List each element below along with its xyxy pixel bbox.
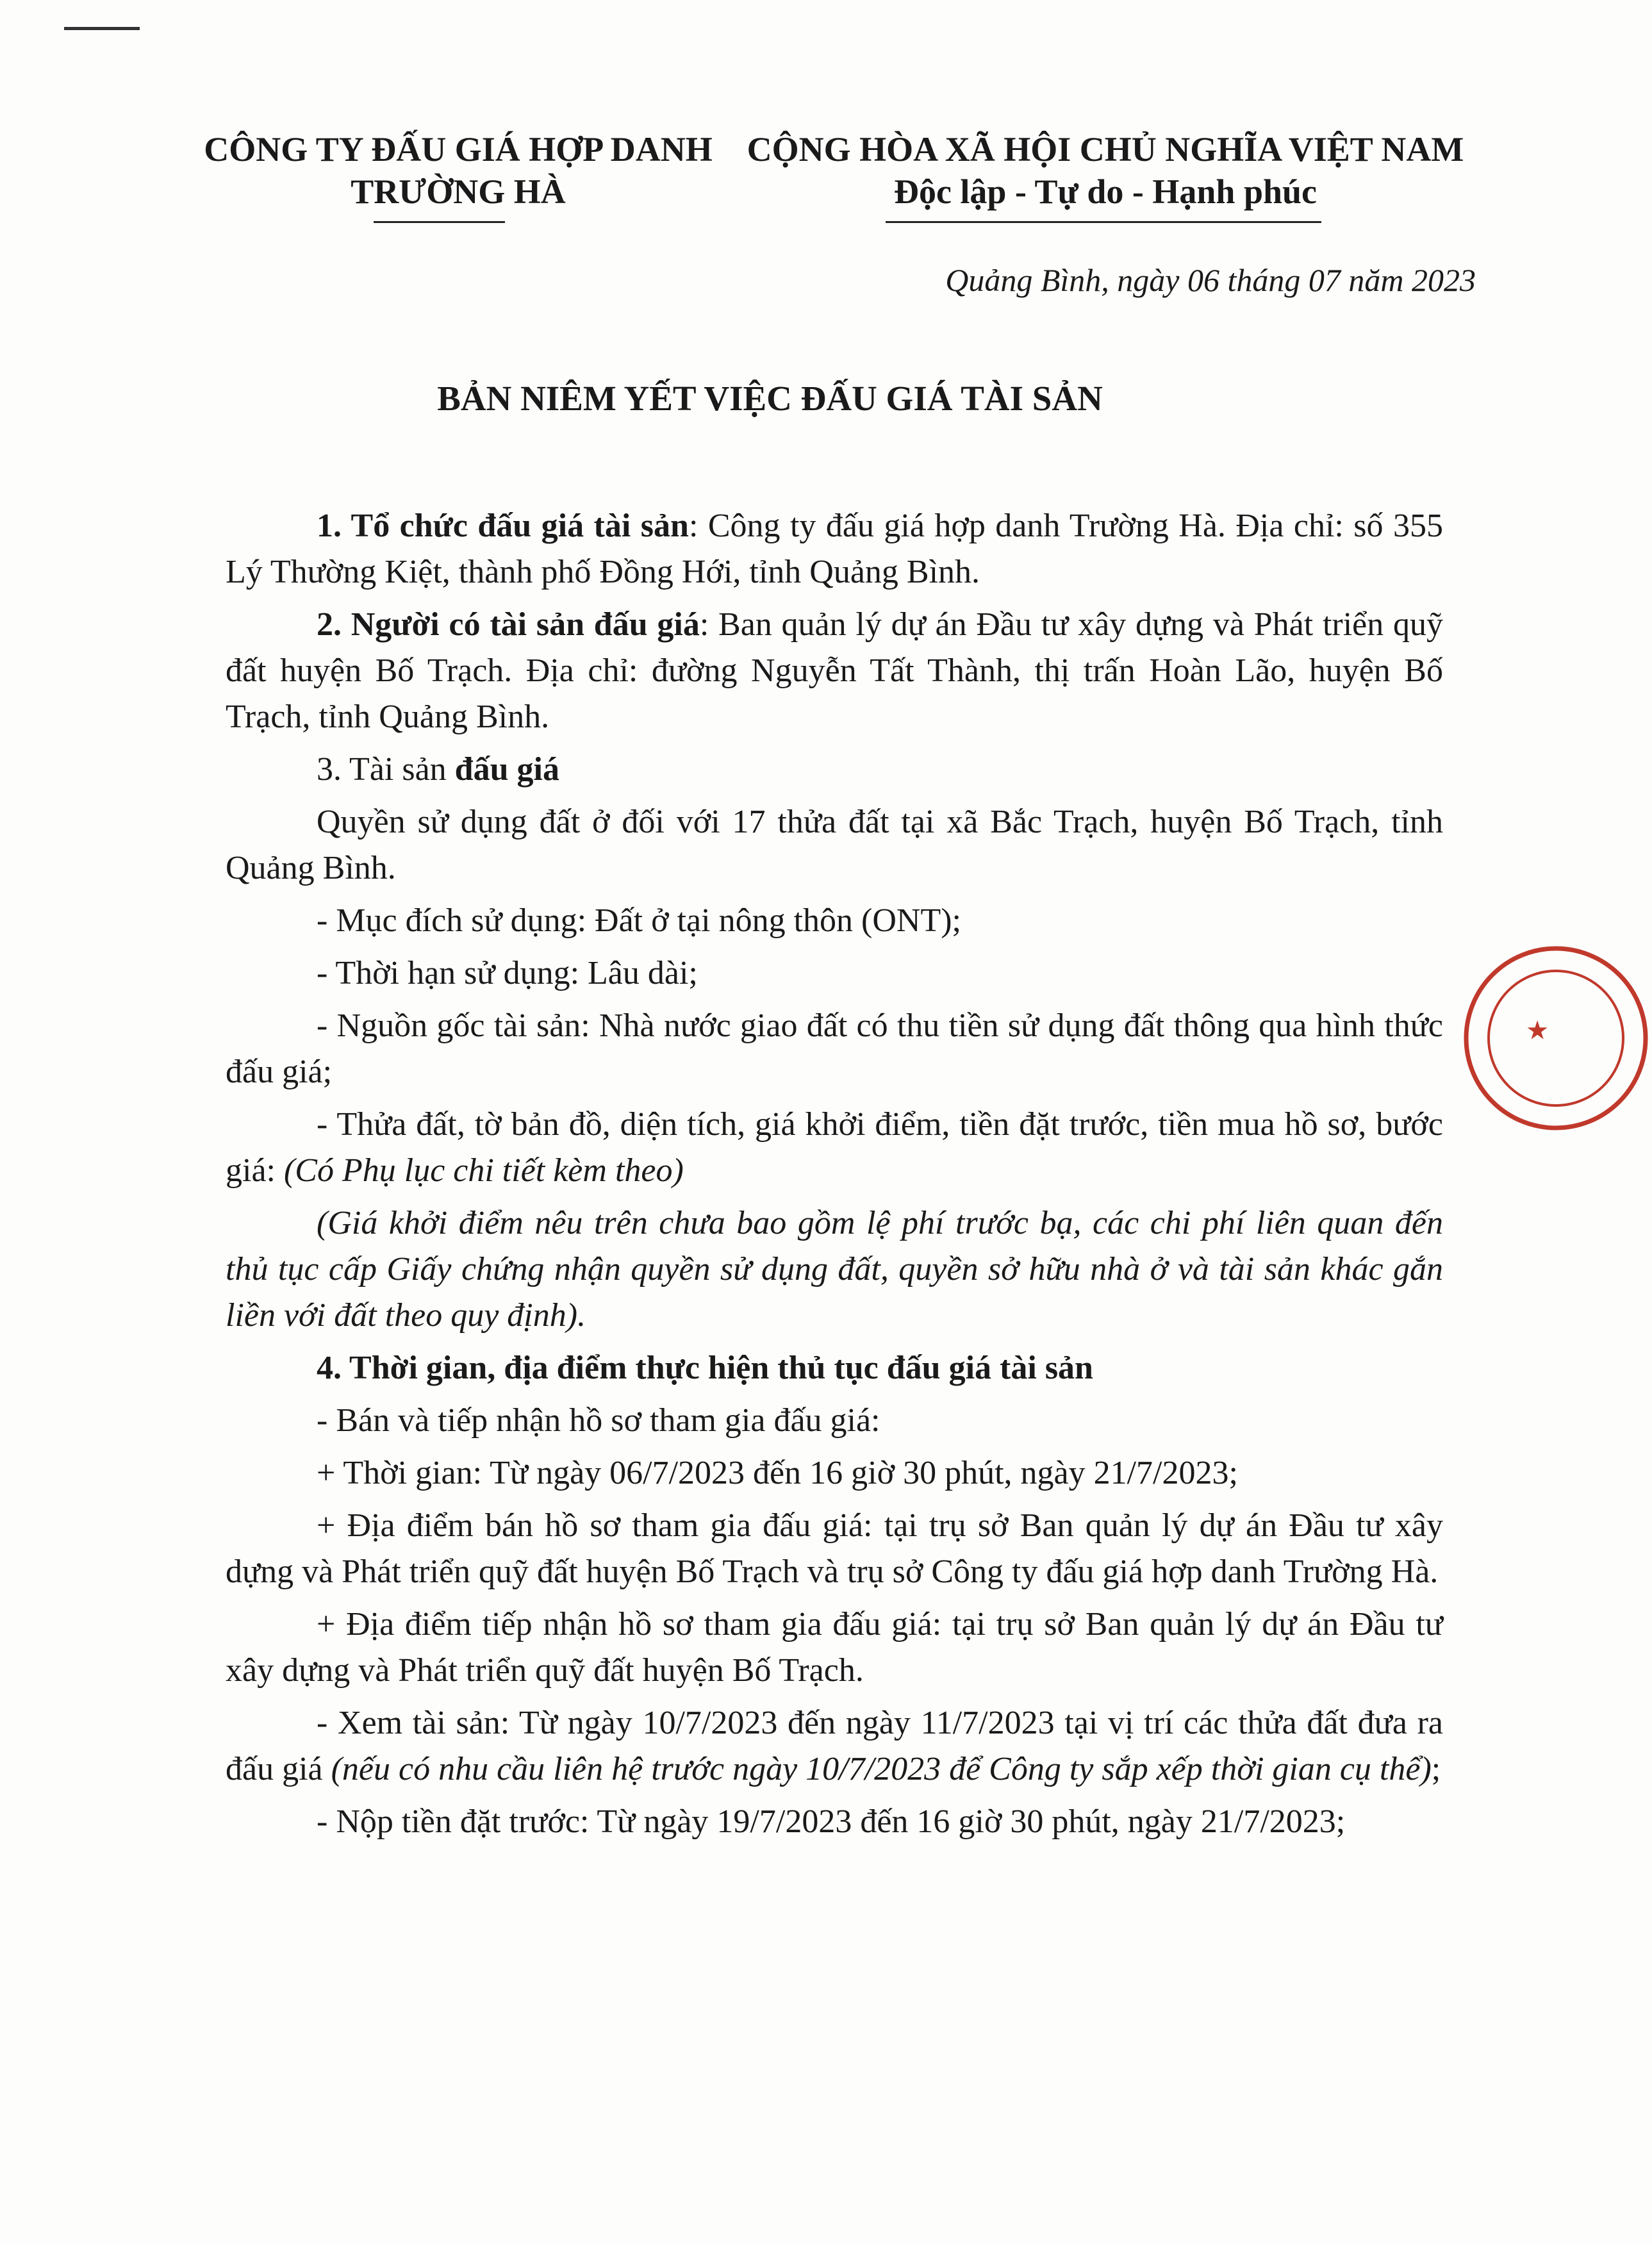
nation-motto: Độc lập - Tự do - Hạnh phúc: [893, 172, 1317, 211]
section-1: [226, 503, 1443, 595]
section-3-item-details: [226, 1102, 1443, 1194]
section-4-view-asset: [226, 1700, 1443, 1792]
org-name-line1: CÔNG TY ĐẤU GIÁ HỢP DANH: [204, 130, 713, 169]
section-4-place-sell: + Địa điểm bán hồ sơ tham gia đấu giá: tại trụ sở Ban quản lý dự án Đầu tư xây dựng và Phát triển quỹ đất huyện Bố Trạch và trụ sở Công ty đấu giá hợp danh Trường Hà.: [226, 1507, 1443, 1590]
national-header: [737, 128, 1474, 213]
section-1-text: : Công ty đấu giá hợp danh Trường Hà. Địa chỉ: số 355 Lý Thường Kiệt, thành phố Đồng Hới, tỉnh Quảng Bình.: [226, 508, 1443, 590]
section-3-label: đấu giá: [454, 751, 559, 788]
section-2: [226, 602, 1443, 740]
section-3-item-purpose: - Mục đích sử dụng: Đất ở tại nông thôn (ONT);: [317, 902, 961, 939]
section-1-label: 1. Tổ chức đấu giá tài sản: [317, 508, 689, 544]
section-4-heading: 4. Thời gian, địa điểm thực hiện thủ tục đấu giá tài sản: [317, 1350, 1093, 1386]
view-asset-italic: (nếu có nhu cầu liên hệ trước ngày 10/7/2023 để Công ty sắp xếp thời gian cụ thể): [331, 1751, 1432, 1787]
section-3-note: (Giá khởi điểm nêu trên chưa bao gồm lệ phí trước bạ, các chi phí liên quan đến thủ tục cấp Giấy chứng nhận quyền sử dụng đất, quyền sở hữu nhà ở và tài sản khác gắn liền với đất theo quy định).: [226, 1205, 1443, 1334]
section-4-time: + Thời gian: Từ ngày 06/7/2023 đến 16 giờ 30 phút, ngày 21/7/2023;: [317, 1455, 1238, 1491]
view-asset-text: - Xem tài sản: Từ ngày 10/7/2023 đến ngày 11/7/2023 tại vị trí các thửa đất đưa ra đấu giá: [226, 1705, 1443, 1787]
section-3-num: 3. Tài sản: [317, 751, 455, 788]
section-4-place-receive: + Địa điểm tiếp nhận hồ sơ tham gia đấu giá: tại trụ sở Ban quản lý dự án Đầu tư xây dựng và Phát triển quỹ đất huyện Bố Trạch.: [226, 1606, 1443, 1689]
section-3-item-details-text: - Thửa đất, tờ bản đồ, diện tích, giá khởi điểm, tiền đặt trước, tiền mua hồ sơ, bước giá:: [226, 1106, 1443, 1189]
org-underline: [374, 221, 505, 223]
section-3-heading: [226, 747, 1443, 793]
svg-text:★: ★: [1527, 1018, 1548, 1043]
section-4-sub-sell-receive: - Bán và tiếp nhận hồ sơ tham gia đấu giá:: [317, 1402, 880, 1439]
organization-header: [192, 128, 724, 213]
dateline: Quảng Bình, ngày 06 tháng 07 năm 2023: [945, 262, 1476, 298]
section-2-text: : Ban quản lý dự án Đầu tư xây dựng và Phát triển quỹ đất huyện Bố Trạch. Địa chỉ: đường Nguyễn Tất Thành, thị trấn Hoàn Lão, huyện Bố Trạch, tỉnh Quảng Bình.: [226, 606, 1443, 735]
section-3-intro: Quyền sử dụng đất ở đối với 17 thửa đất tại xã Bắc Trạch, huyện Bố Trạch, tỉnh Quảng Bình.: [226, 804, 1443, 886]
motto-underline: [886, 221, 1321, 223]
section-4-deposit: - Nộp tiền đặt trước: Từ ngày 19/7/2023 đến 16 giờ 30 phút, ngày 21/7/2023;: [317, 1803, 1346, 1840]
red-seal-stamp-icon: [1460, 942, 1652, 1134]
section-3-item-origin: - Nguồn gốc tài sản: Nhà nước giao đất có thu tiền sử dụng đất thông qua hình thức đấu giá;: [226, 1007, 1443, 1090]
org-name-line2: TRƯỜNG HÀ: [351, 172, 566, 211]
section-3-item-term: - Thời hạn sử dụng: Lâu dài;: [317, 955, 698, 991]
document-title: BẢN NIÊM YẾT VIỆC ĐẤU GIÁ TÀI SẢN: [437, 379, 1103, 418]
section-2-label: 2. Người có tài sản đấu giá: [317, 606, 700, 643]
view-asset-end: ;: [1431, 1751, 1441, 1787]
nation-name: CỘNG HÒA XÃ HỘI CHỦ NGHĨA VIỆT NAM: [747, 130, 1464, 169]
corner-mark: [64, 27, 140, 30]
section-3-item-details-italic: (Có Phụ lục chi tiết kèm theo): [283, 1152, 684, 1189]
document-body: [226, 503, 1443, 1851]
